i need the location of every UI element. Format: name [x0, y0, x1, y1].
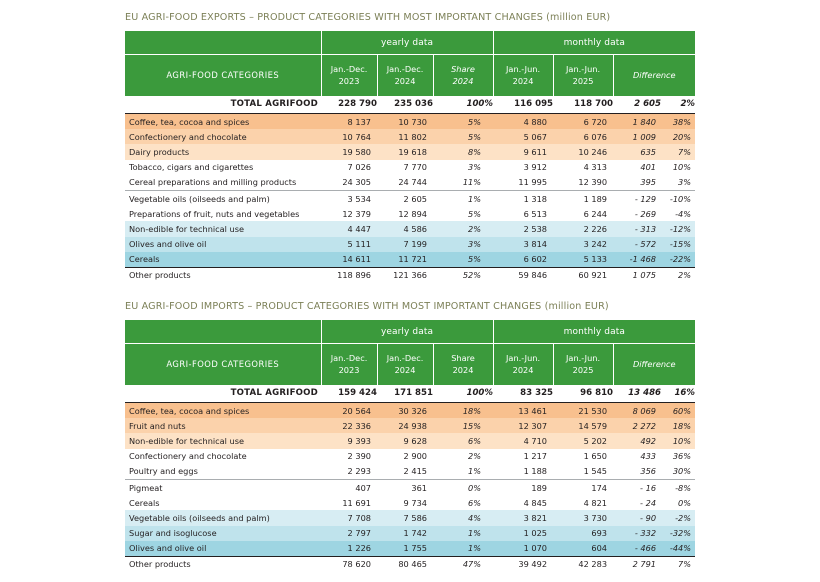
imports-header-share-2024-line2: 2024 — [452, 364, 474, 375]
row-share-2024: 18% — [433, 403, 493, 419]
table-row — [125, 252, 695, 268]
row-category: Non-edible for technical use — [125, 433, 321, 448]
imports-header-yearly-data: yearly data — [321, 320, 493, 344]
exports-total-pct: 2% — [661, 96, 695, 114]
row-category: Poultry and eggs — [129, 466, 198, 477]
row-difference-percent: 18% — [661, 418, 695, 433]
row-category: Other products — [125, 556, 321, 572]
row-category: Confectionery and chocolate — [125, 129, 321, 144]
row-share-2024: 8% — [433, 144, 493, 159]
imports-total-y2: 171 851 — [377, 385, 433, 403]
row-jan-dec-2023: 4 447 — [321, 221, 377, 236]
imports-header-jan-dec-2023-line1: Jan.-Dec. — [330, 353, 368, 364]
table-row — [125, 479, 695, 495]
imports-header-categories: AGRI-FOOD CATEGORIES — [125, 344, 321, 386]
row-category: Confectionery and chocolate — [129, 451, 247, 462]
table-row — [125, 556, 695, 572]
row-category: Non-edible for technical use — [125, 221, 321, 236]
row-jan-jun-2025: 12 390 — [578, 177, 608, 188]
exports-header-jan-jun-2024-line2: 2024 — [512, 75, 534, 86]
row-jan-jun-2025: 60 921 — [553, 267, 613, 283]
row-difference-value: 395 — [640, 177, 657, 188]
imports-header-jan-dec-2024-line2: 2024 — [394, 364, 416, 375]
row-jan-dec-2024: 4 586 — [377, 221, 433, 236]
row-share-2024: 0% — [433, 479, 493, 495]
row-jan-jun-2024: 3 912 — [523, 162, 548, 173]
row-share-2024: 15% — [433, 418, 493, 433]
table-row — [125, 144, 695, 159]
imports-total-m1: 83 325 — [493, 385, 553, 403]
row-jan-dec-2024: 10 730 — [377, 114, 433, 130]
exports-total-diff: 2 605 — [613, 96, 661, 114]
exports-header-jan-jun-2025-line2: 2025 — [572, 75, 594, 86]
row-difference-percent: 36% — [672, 451, 692, 462]
row-jan-dec-2023: 24 305 — [342, 177, 371, 188]
exports-header-sub-row — [125, 55, 695, 97]
row-difference-value: 2 791 — [613, 556, 661, 572]
row-jan-jun-2024: 4 845 — [523, 497, 548, 508]
exports-header-blank-cell — [125, 31, 321, 55]
exports-total-y2: 235 036 — [377, 96, 433, 114]
row-jan-jun-2025: 4 821 — [583, 497, 608, 508]
row-jan-jun-2024: 4 710 — [493, 433, 553, 448]
row-difference-value: 401 — [640, 162, 657, 173]
row-difference-percent: -4% — [675, 208, 692, 219]
row-jan-jun-2024: 13 461 — [493, 403, 553, 419]
row-jan-dec-2024: 1 742 — [377, 526, 433, 541]
row-jan-dec-2023: 9 393 — [321, 433, 377, 448]
row-jan-jun-2025: 174 — [553, 479, 613, 495]
row-jan-jun-2024: 3 821 — [493, 510, 553, 525]
row-share-2024: 5% — [433, 129, 493, 144]
row-jan-dec-2024: 361 — [377, 479, 433, 495]
row-difference-percent: 20% — [661, 129, 695, 144]
exports-header-jan-jun-2024-line1: Jan.-Jun. — [506, 64, 541, 75]
row-category: Other products — [125, 267, 321, 283]
row-jan-dec-2024: 2 900 — [403, 451, 427, 462]
exports-header-share-2024 — [433, 55, 493, 97]
row-jan-dec-2023: 19 580 — [321, 144, 377, 159]
row-difference-percent: 10% — [661, 433, 695, 448]
row-jan-dec-2024: 2 605 — [377, 190, 433, 206]
row-difference-percent: -22% — [661, 252, 695, 268]
row-difference-value: 1 009 — [613, 129, 661, 144]
imports-table-block — [125, 301, 695, 572]
row-jan-dec-2024: 11 721 — [377, 252, 433, 268]
row-difference-percent: 7% — [661, 556, 695, 572]
row-jan-jun-2025: 604 — [553, 541, 613, 557]
exports-total-label: TOTAL AGRIFOOD — [125, 96, 321, 114]
row-jan-jun-2024: 59 846 — [493, 267, 553, 283]
imports-header-jan-dec-2023-line2: 2023 — [338, 364, 360, 375]
row-jan-jun-2025: 693 — [553, 526, 613, 541]
row-jan-dec-2024: 7 586 — [377, 510, 433, 525]
imports-header-difference: Difference — [613, 344, 695, 386]
row-share-2024: 1% — [433, 541, 493, 557]
exports-header-yearly-data: yearly data — [321, 31, 493, 55]
row-difference-value: - 332 — [613, 526, 661, 541]
table-row — [125, 541, 695, 557]
imports-header-jan-jun-2024 — [493, 344, 553, 386]
exports-header-difference: Difference — [613, 55, 695, 97]
exports-total-m1: 116 095 — [493, 96, 553, 114]
exports-table-body — [125, 96, 695, 283]
row-difference-percent: -32% — [661, 526, 695, 541]
row-jan-dec-2023: 3 534 — [321, 190, 377, 206]
exports-header-jan-dec-2024-line2: 2024 — [394, 75, 416, 86]
row-jan-dec-2024: 30 326 — [377, 403, 433, 419]
row-difference-percent: -2% — [661, 510, 695, 525]
table-row — [125, 418, 695, 433]
table-row — [125, 526, 695, 541]
row-jan-jun-2025: 6 720 — [553, 114, 613, 130]
row-category: Cereals — [129, 497, 160, 508]
table-row — [125, 464, 695, 480]
row-jan-dec-2024: 7 199 — [377, 237, 433, 252]
table-row — [125, 221, 695, 236]
row-jan-jun-2024: 2 538 — [493, 221, 553, 236]
row-jan-dec-2023: 7 708 — [321, 510, 377, 525]
imports-header-jan-dec-2023 — [321, 344, 377, 386]
row-jan-dec-2023: 407 — [321, 479, 377, 495]
imports-header-share-2024-line1: Share — [451, 353, 475, 364]
row-difference-value: - 129 — [613, 190, 661, 206]
row-difference-percent: -12% — [661, 221, 695, 236]
row-jan-jun-2025: 6 076 — [553, 129, 613, 144]
table-row — [125, 449, 695, 464]
imports-header-sub-row — [125, 344, 695, 386]
row-category: Coffee, tea, cocoa and spices — [125, 114, 321, 130]
imports-header-share-2024 — [433, 344, 493, 386]
exports-total-y1: 228 790 — [321, 96, 377, 114]
row-jan-jun-2024: 12 307 — [493, 418, 553, 433]
row-difference-percent: 2% — [661, 267, 695, 283]
row-jan-jun-2025: 5 202 — [553, 433, 613, 448]
row-jan-jun-2025: 6 244 — [583, 208, 608, 219]
exports-total-share: 100% — [433, 96, 493, 114]
imports-header-group-row — [125, 320, 695, 344]
exports-header-jan-dec-2023-line2: 2023 — [338, 75, 360, 86]
row-category: Preparations of fruit, nuts and vegetables — [129, 208, 300, 219]
row-jan-dec-2023: 2 390 — [347, 451, 371, 462]
imports-header-jan-jun-2024-line2: 2024 — [512, 364, 534, 375]
imports-header-monthly-data: monthly data — [493, 320, 695, 344]
imports-total-m2: 96 810 — [553, 385, 613, 403]
exports-header-jan-dec-2023-line1: Jan.-Dec. — [330, 64, 368, 75]
row-jan-jun-2025: 1 189 — [553, 190, 613, 206]
row-jan-jun-2025: 5 133 — [553, 252, 613, 268]
row-jan-jun-2024: 189 — [493, 479, 553, 495]
row-share-2024: 5% — [433, 114, 493, 130]
row-jan-dec-2024: 12 894 — [398, 208, 427, 219]
row-category: Sugar and isoglucose — [125, 526, 321, 541]
row-difference-percent: 0% — [678, 497, 692, 508]
row-difference-value: 1 075 — [613, 267, 661, 283]
row-share-2024: 5% — [433, 252, 493, 268]
row-difference-value: 635 — [613, 144, 661, 159]
row-jan-jun-2025: 14 579 — [553, 418, 613, 433]
row-share-2024: 1% — [468, 466, 482, 477]
imports-header-jan-jun-2025 — [553, 344, 613, 386]
row-jan-jun-2024: 3 814 — [493, 237, 553, 252]
imports-header-jan-dec-2024 — [377, 344, 433, 386]
table-row — [125, 267, 695, 283]
row-jan-dec-2023: 11 691 — [342, 497, 371, 508]
table-row — [125, 433, 695, 448]
row-difference-value: 8 069 — [613, 403, 661, 419]
table-row — [125, 495, 695, 510]
row-jan-jun-2024: 6 602 — [493, 252, 553, 268]
exports-header-share-2024-line2: 2024 — [452, 75, 474, 86]
row-jan-dec-2023: 78 620 — [321, 556, 377, 572]
row-category: Pigmeat — [125, 479, 321, 495]
row-difference-value: -1 468 — [613, 252, 661, 268]
row-category: Vegetable oils (oilseeds and palm) — [125, 510, 321, 525]
exports-total-m2: 118 700 — [553, 96, 613, 114]
row-jan-jun-2024: 1 217 — [523, 451, 548, 462]
row-jan-jun-2025: 42 283 — [553, 556, 613, 572]
row-jan-dec-2023: 118 896 — [321, 267, 377, 283]
table-row — [125, 206, 695, 221]
table-row — [125, 160, 695, 175]
row-jan-jun-2025: 3 730 — [553, 510, 613, 525]
exports-header-jan-dec-2024 — [377, 55, 433, 97]
imports-total-label: TOTAL AGRIFOOD — [125, 385, 321, 403]
row-jan-dec-2023: 20 564 — [321, 403, 377, 419]
row-share-2024: 2% — [468, 451, 482, 462]
row-category: Vegetable oils (oilseeds and palm) — [125, 190, 321, 206]
row-jan-dec-2023: 8 137 — [321, 114, 377, 130]
row-jan-jun-2024: 1 070 — [493, 541, 553, 557]
row-jan-dec-2023: 22 336 — [321, 418, 377, 433]
row-difference-percent: 30% — [672, 466, 692, 477]
row-jan-dec-2024: 19 618 — [377, 144, 433, 159]
row-jan-jun-2024: 5 067 — [493, 129, 553, 144]
table-row — [125, 510, 695, 525]
row-jan-dec-2023: 2 293 — [347, 466, 371, 477]
row-jan-jun-2025: 1 545 — [583, 466, 608, 477]
imports-table-head — [125, 320, 695, 385]
row-jan-jun-2024: 11 995 — [518, 177, 548, 188]
imports-table — [125, 320, 695, 572]
row-difference-percent: -44% — [661, 541, 695, 557]
imports-header-blank-cell — [125, 320, 321, 344]
table-row — [125, 237, 695, 252]
row-difference-percent: 3% — [678, 177, 692, 188]
row-jan-dec-2023: 10 764 — [321, 129, 377, 144]
imports-total-share: 100% — [433, 385, 493, 403]
row-difference-value: 1 840 — [613, 114, 661, 130]
row-jan-jun-2024: 39 492 — [493, 556, 553, 572]
row-difference-value: - 466 — [613, 541, 661, 557]
exports-header-jan-jun-2025 — [553, 55, 613, 97]
row-difference-percent: -15% — [661, 237, 695, 252]
exports-table — [125, 31, 695, 283]
row-difference-value: 492 — [613, 433, 661, 448]
row-jan-jun-2025: 2 226 — [553, 221, 613, 236]
row-category: Tobacco, cigars and cigarettes — [129, 162, 254, 173]
row-jan-jun-2025: 3 242 — [553, 237, 613, 252]
row-jan-jun-2025: 10 246 — [553, 144, 613, 159]
exports-table-title: EU AGRI-FOOD EXPORTS – PRODUCT CATEGORIES WITH MOST IMPORTANT CHANGES (million EUR) — [125, 12, 611, 23]
row-jan-jun-2024: 1 318 — [493, 190, 553, 206]
row-share-2024: 2% — [433, 221, 493, 236]
row-jan-dec-2024: 11 802 — [377, 129, 433, 144]
row-share-2024: 4% — [433, 510, 493, 525]
row-jan-jun-2025: 4 313 — [583, 162, 608, 173]
row-jan-dec-2023: 5 111 — [321, 237, 377, 252]
row-share-2024: 6% — [468, 497, 482, 508]
exports-header-jan-dec-2023 — [321, 55, 377, 97]
row-share-2024: 5% — [468, 208, 482, 219]
imports-total-diff: 13 486 — [613, 385, 661, 403]
imports-table-title: EU AGRI-FOOD IMPORTS – PRODUCT CATEGORIES WITH MOST IMPORTANT CHANGES (million EUR) — [125, 301, 609, 312]
row-jan-dec-2024: 7 770 — [403, 162, 427, 173]
row-jan-jun-2024: 9 611 — [493, 144, 553, 159]
row-category: Cereals — [125, 252, 321, 268]
row-jan-jun-2025: 21 530 — [553, 403, 613, 419]
row-share-2024: 1% — [433, 190, 493, 206]
row-share-2024: 47% — [433, 556, 493, 572]
row-jan-jun-2024: 4 880 — [493, 114, 553, 130]
exports-header-categories: AGRI-FOOD CATEGORIES — [125, 55, 321, 97]
row-category: Dairy products — [125, 144, 321, 159]
row-jan-dec-2023: 2 797 — [321, 526, 377, 541]
row-difference-value: - 572 — [613, 237, 661, 252]
row-difference-percent: 7% — [661, 144, 695, 159]
row-jan-dec-2024: 9 628 — [377, 433, 433, 448]
row-difference-percent: 38% — [661, 114, 695, 130]
row-share-2024: 1% — [433, 526, 493, 541]
row-jan-dec-2024: 121 366 — [377, 267, 433, 283]
row-category: Olives and olive oil — [125, 541, 321, 557]
row-category: Olives and olive oil — [125, 237, 321, 252]
imports-total-pct: 16% — [661, 385, 695, 403]
row-share-2024: 3% — [468, 162, 482, 173]
exports-header-jan-jun-2024 — [493, 55, 553, 97]
row-difference-value: 356 — [640, 466, 657, 477]
imports-table-body — [125, 385, 695, 572]
row-jan-jun-2024: 1 188 — [523, 466, 548, 477]
row-difference-value: - 313 — [613, 221, 661, 236]
exports-header-share-2024-line1: Share — [451, 64, 475, 75]
exports-header-jan-dec-2024-line1: Jan.-Dec. — [386, 64, 424, 75]
table-row — [125, 190, 695, 206]
imports-header-jan-dec-2024-line1: Jan.-Dec. — [386, 353, 424, 364]
table-row — [125, 175, 695, 191]
row-category: Coffee, tea, cocoa and spices — [125, 403, 321, 419]
row-jan-dec-2023: 14 611 — [321, 252, 377, 268]
row-difference-value: - 24 — [640, 497, 657, 508]
row-jan-dec-2024: 24 744 — [398, 177, 427, 188]
row-category: Fruit and nuts — [125, 418, 321, 433]
row-jan-dec-2024: 9 734 — [403, 497, 427, 508]
table-row — [125, 114, 695, 130]
row-difference-value: - 269 — [634, 208, 657, 219]
row-jan-jun-2025: 1 650 — [583, 451, 608, 462]
row-difference-percent: 60% — [661, 403, 695, 419]
row-share-2024: 6% — [433, 433, 493, 448]
row-jan-dec-2023: 12 379 — [342, 208, 371, 219]
row-difference-percent: -10% — [661, 190, 695, 206]
row-jan-dec-2023: 7 026 — [347, 162, 371, 173]
exports-header-group-row — [125, 31, 695, 55]
row-share-2024: 52% — [433, 267, 493, 283]
exports-table-head — [125, 31, 695, 96]
row-share-2024: 3% — [433, 237, 493, 252]
exports-total-row — [125, 96, 695, 114]
row-jan-jun-2024: 1 025 — [493, 526, 553, 541]
imports-header-jan-jun-2024-line1: Jan.-Jun. — [506, 353, 541, 364]
row-difference-value: 433 — [640, 451, 657, 462]
imports-header-jan-jun-2025-line2: 2025 — [572, 364, 594, 375]
exports-header-jan-jun-2025-line1: Jan.-Jun. — [566, 64, 601, 75]
row-share-2024: 11% — [462, 177, 482, 188]
table-row — [125, 403, 695, 419]
imports-total-row — [125, 385, 695, 403]
row-difference-value: 2 272 — [613, 418, 661, 433]
row-difference-percent: -8% — [661, 479, 695, 495]
row-jan-dec-2024: 24 938 — [377, 418, 433, 433]
imports-header-jan-jun-2025-line1: Jan.-Jun. — [566, 353, 601, 364]
row-category: Cereal preparations and milling products — [129, 177, 297, 188]
exports-table-block — [125, 12, 695, 283]
row-jan-dec-2024: 2 415 — [403, 466, 427, 477]
table-row — [125, 129, 695, 144]
row-jan-jun-2024: 6 513 — [523, 208, 548, 219]
row-difference-value: - 90 — [613, 510, 661, 525]
exports-header-monthly-data: monthly data — [493, 31, 695, 55]
row-jan-dec-2024: 1 755 — [377, 541, 433, 557]
row-difference-percent: 10% — [672, 162, 692, 173]
row-jan-dec-2024: 80 465 — [377, 556, 433, 572]
row-jan-dec-2023: 1 226 — [321, 541, 377, 557]
row-difference-value: - 16 — [613, 479, 661, 495]
imports-total-y1: 159 424 — [321, 385, 377, 403]
